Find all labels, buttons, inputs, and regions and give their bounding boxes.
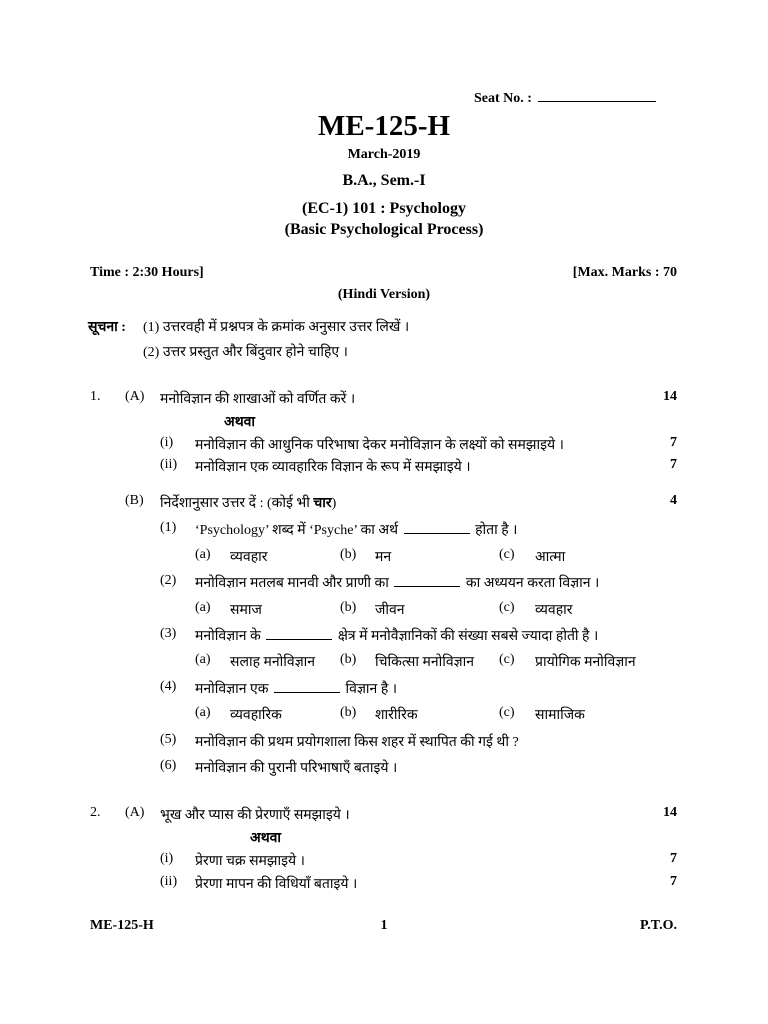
sub-label: (2): [160, 573, 177, 588]
option-text: आत्मा: [535, 550, 566, 565]
paper-code: ME-125-H: [317, 110, 451, 142]
question-post: होता है ।: [475, 523, 518, 538]
option-text: सामाजिक: [535, 708, 585, 723]
part-label: (A): [125, 805, 145, 820]
subject-subtitle: (Basic Psychological Process): [284, 221, 484, 238]
instruction-item: (2) उत्तर प्रस्तुत और बिंदुवार होने चाहिए ।: [143, 345, 348, 360]
fill-blank-question: [195, 520, 517, 539]
option-text: चिकित्सा मनोविज्ञान: [375, 655, 475, 670]
fill-blank-question: [195, 573, 599, 592]
question-text: प्रेरणा चक्र समझाइये ।: [195, 854, 305, 869]
question-text: मनोविज्ञान की प्रथम प्रयोगशाला किस शहर में स्थापित की गई थी ?: [195, 735, 519, 750]
course-name: B.A., Sem.-I: [342, 172, 426, 189]
or-label: अथवा: [224, 415, 256, 430]
question-text: मनोविज्ञान एक व्यावहारिक विज्ञान के रूप में समझाइये ।: [195, 460, 471, 475]
option-label: (a): [195, 600, 211, 615]
seat-blank: [538, 89, 656, 102]
option-label: (c): [499, 547, 515, 562]
sub-label: (5): [160, 732, 177, 747]
option-label: (a): [195, 652, 211, 667]
question-pre: मनोविज्ञान मतलब मानवी और प्राणी का: [195, 576, 389, 591]
answer-blank: [266, 627, 332, 640]
answer-blank: [404, 521, 470, 534]
option-label: (c): [499, 705, 515, 720]
marks: 14: [663, 805, 677, 820]
question-text: मनोविज्ञान की शाखाओं को वर्णित करें ।: [160, 392, 356, 407]
seat-label: Seat No. :: [474, 91, 532, 106]
sub-label: (1): [160, 520, 177, 535]
option-label: (a): [195, 547, 211, 562]
question-post: क्षेत्र में मनोवैज्ञानिकों की संख्या सबसे ज्यादा होती है ।: [337, 629, 599, 644]
option-text: जीवन: [375, 603, 405, 618]
b-count: चार: [313, 496, 332, 511]
page-number: 1: [380, 918, 388, 933]
part-label: (A): [125, 389, 145, 404]
time-allowed: Time : 2:30 Hours]: [90, 265, 204, 280]
option-label: (c): [499, 600, 515, 615]
question-pre: मनोविज्ञान एक: [195, 682, 269, 697]
question-number: 1.: [90, 389, 101, 404]
sub-label: (i): [160, 435, 174, 450]
max-marks: [Max. Marks : 70: [572, 265, 677, 280]
fill-blank-question: [195, 626, 598, 645]
question-pre: मनोविज्ञान के: [195, 629, 261, 644]
question-text: मनोविज्ञान की आधुनिक परिभाषा देकर मनोविज्ञान के लक्ष्यों को समझाइये ।: [195, 438, 564, 453]
sub-label: (i): [160, 851, 174, 866]
question-text: [160, 493, 336, 512]
option-label: (b): [340, 705, 357, 720]
option-label: (c): [499, 652, 515, 667]
option-label: (b): [340, 547, 357, 562]
marks: 7: [670, 851, 677, 866]
answer-blank: [274, 680, 340, 693]
b-close: ): [331, 496, 337, 511]
instruction-item: (1) उत्तरवही में प्रश्नपत्र के क्रमांक अनुसार उत्तर लिखें ।: [143, 320, 410, 335]
option-text: प्रायोगिक मनोविज्ञान: [535, 655, 636, 670]
option-label: (b): [340, 600, 357, 615]
exam-date: March-2019: [347, 147, 421, 162]
instructions-label: सूचना :: [88, 320, 126, 335]
pto-label: P.T.O.: [640, 918, 677, 933]
question-post: विज्ञान है ।: [345, 682, 398, 697]
or-label: अथवा: [250, 831, 282, 846]
marks: 7: [670, 435, 677, 450]
option-label: (b): [340, 652, 357, 667]
fill-blank-question: [195, 679, 397, 698]
option-text: व्यवहार: [535, 603, 573, 618]
marks: 4: [670, 493, 677, 508]
marks: 7: [670, 874, 677, 889]
answer-blank: [394, 574, 460, 587]
question-text: भूख और प्यास की प्रेरणाएँ समझाइये ।: [160, 808, 350, 823]
option-text: मन: [375, 550, 392, 565]
footer-code: ME-125-H: [90, 918, 154, 933]
subject-name: (EC-1) 101 : Psychology: [302, 200, 466, 217]
sub-label: (3): [160, 626, 177, 641]
sub-label: (6): [160, 758, 177, 773]
option-text: व्यवहार: [230, 550, 268, 565]
question-post: का अध्ययन करता विज्ञान ।: [465, 576, 600, 591]
version-label: (Hindi Version): [337, 287, 431, 302]
option-text: सलाह मनोविज्ञान: [230, 655, 316, 670]
b-instruction: निर्देशानुसार उत्तर दें : (कोई भी: [160, 496, 310, 511]
question-pre: ‘Psychology’ शब्द में ‘Psyche’ का अर्थ: [195, 523, 399, 538]
seat-number-field: [474, 89, 656, 107]
option-text: व्यवहारिक: [230, 708, 282, 723]
option-label: (a): [195, 705, 211, 720]
part-label: (B): [125, 493, 144, 508]
sub-label: (4): [160, 679, 177, 694]
sub-label: (ii): [160, 874, 178, 889]
question-number: 2.: [90, 805, 101, 820]
question-text: प्रेरणा मापन की विधियाँ बताइये ।: [195, 877, 358, 892]
marks: 14: [663, 389, 677, 404]
option-text: शारीरिक: [375, 708, 418, 723]
option-text: समाज: [230, 603, 262, 618]
marks: 7: [670, 457, 677, 472]
question-text: मनोविज्ञान की पुरानी परिभाषाएँ बताइये ।: [195, 761, 398, 776]
sub-label: (ii): [160, 457, 178, 472]
